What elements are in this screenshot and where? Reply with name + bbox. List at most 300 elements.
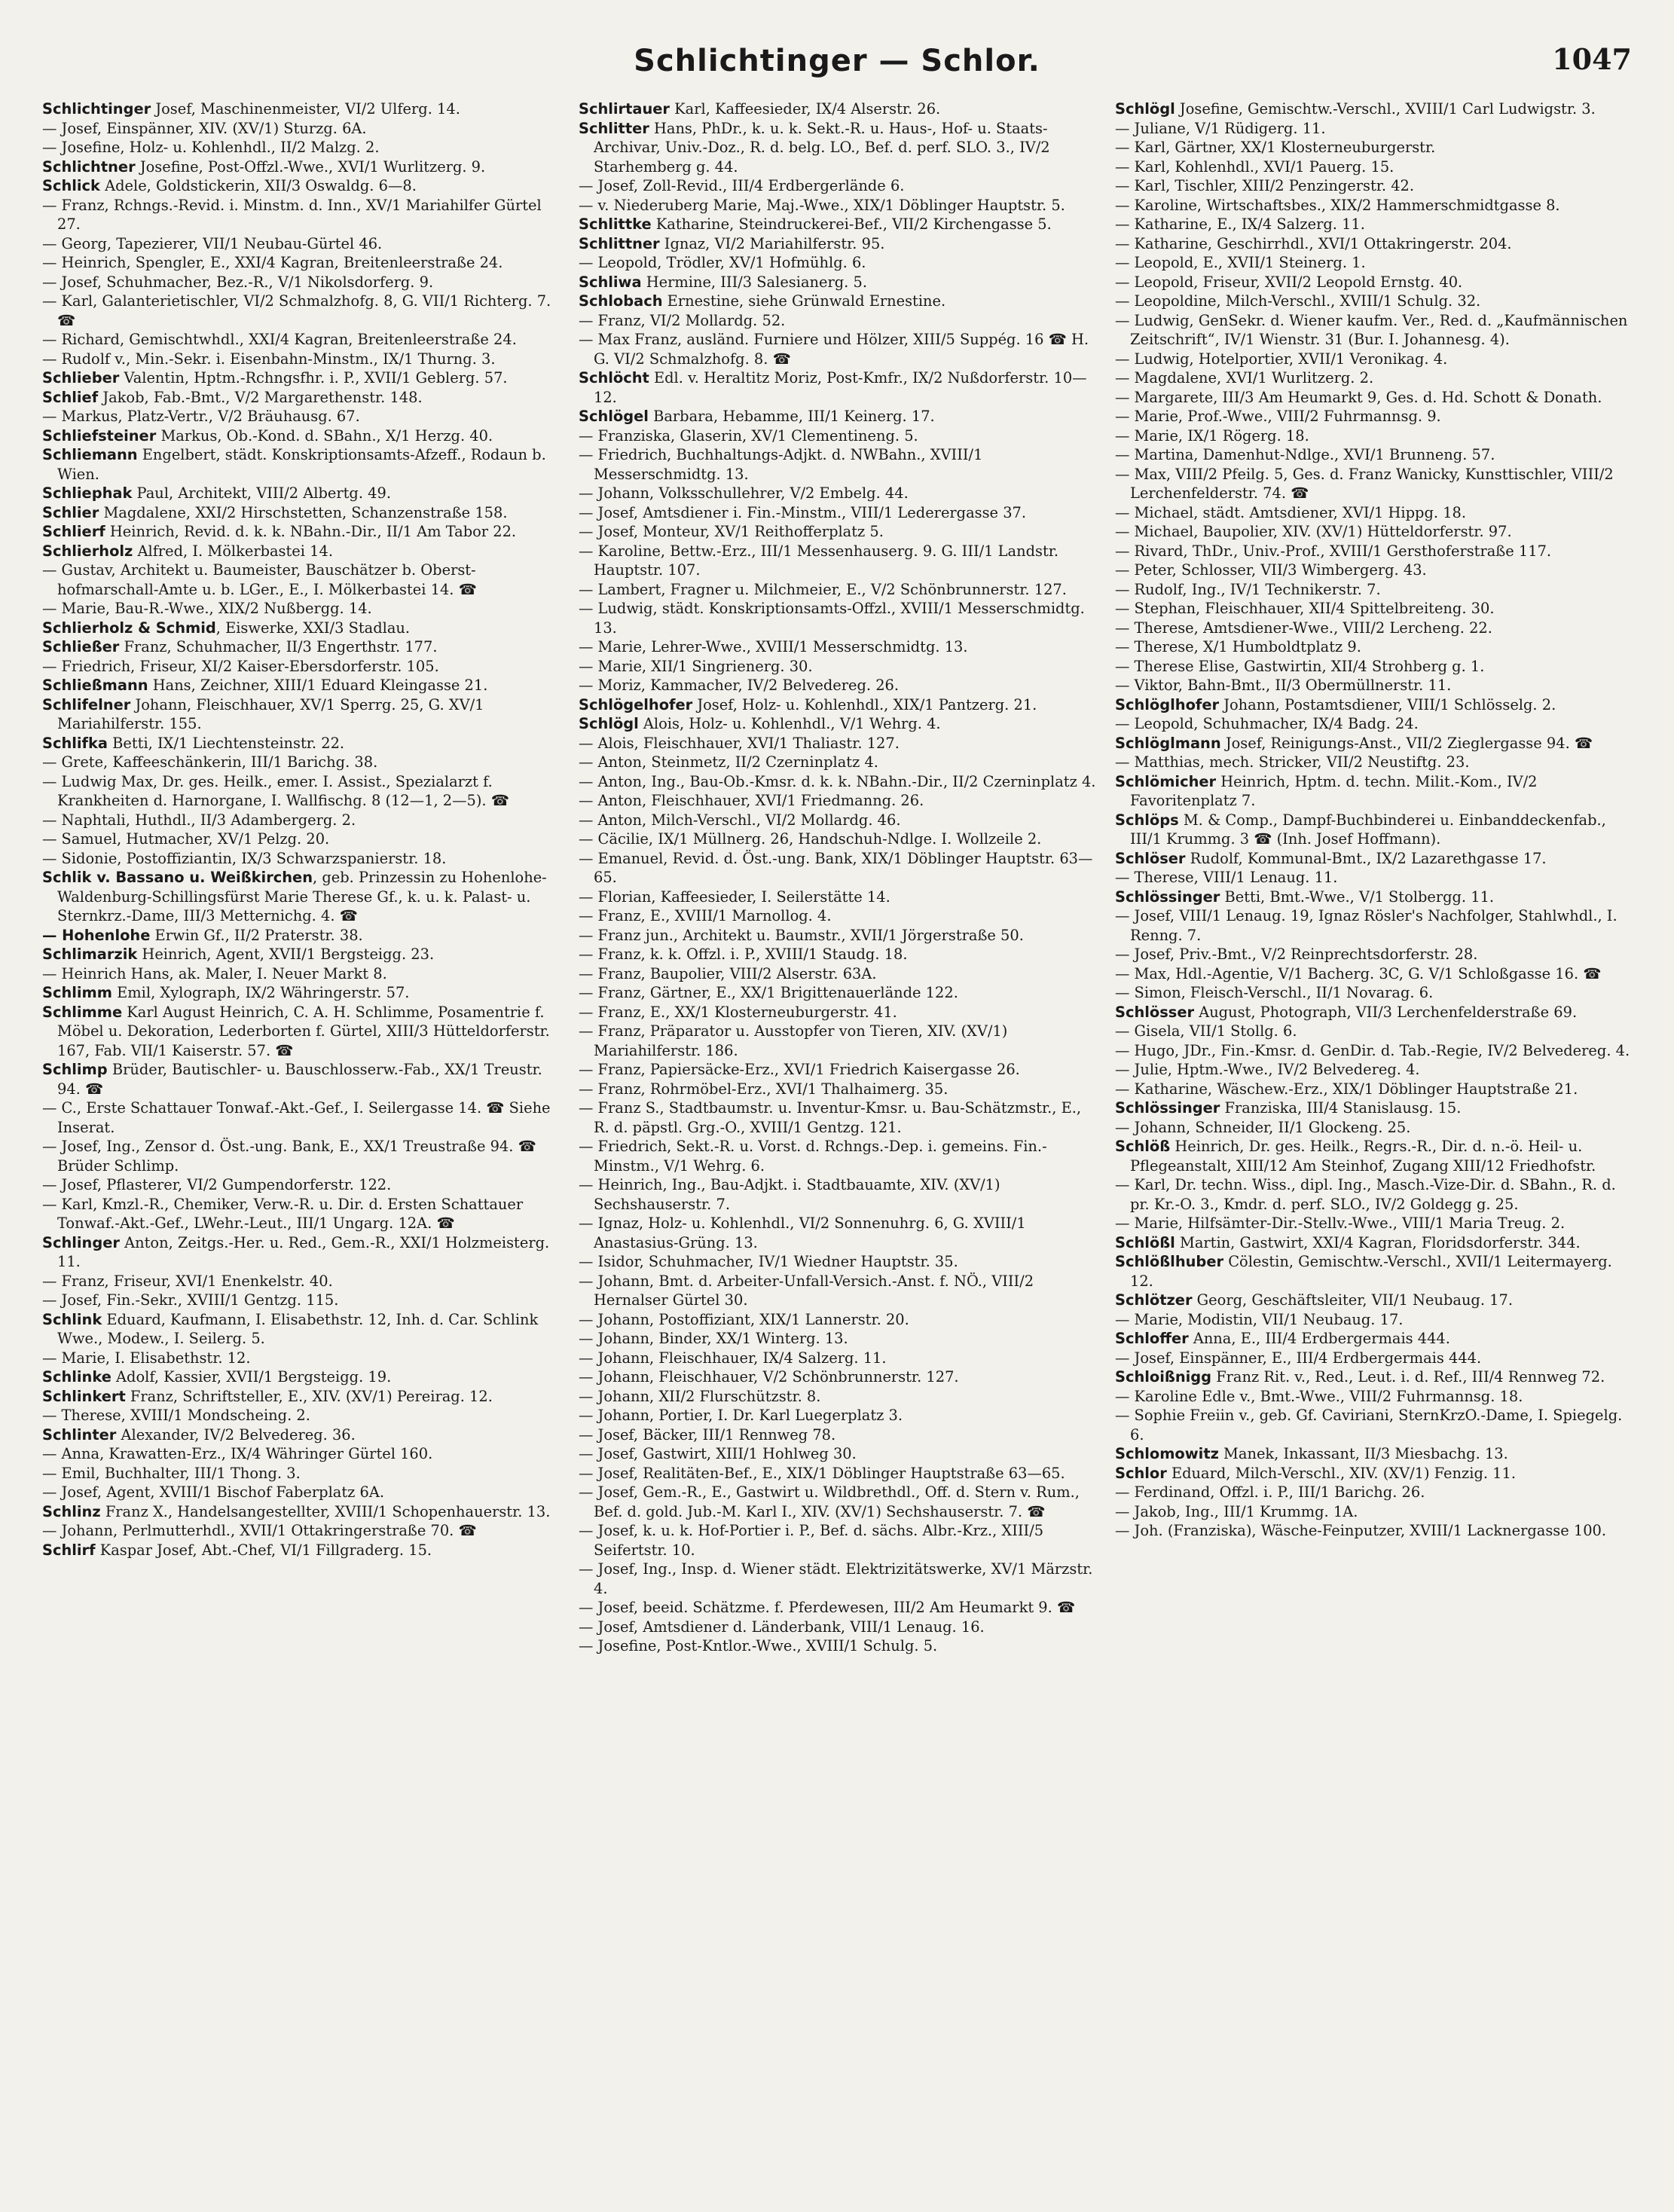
entry-surname: Schlöß — [1115, 1138, 1171, 1155]
entry-details: — Johann, Fleischhauer, IX/4 Salzerg. 11. — [579, 1349, 887, 1367]
directory-entry — [579, 945, 1097, 964]
directory-entry — [42, 753, 561, 772]
directory-entry — [579, 926, 1097, 946]
directory-entry — [1115, 1310, 1633, 1330]
directory-entry — [579, 734, 1097, 753]
directory-entry — [1115, 945, 1633, 964]
directory-entry — [579, 196, 1097, 215]
directory-entry — [579, 1483, 1097, 1521]
entry-surname: Schlögel — [579, 408, 649, 425]
directory-entry — [579, 637, 1097, 657]
directory-entry — [1115, 1387, 1633, 1407]
entry-details: — Karl, Dr. techn. Wiss., dipl. Ing., Masch.-Vize-Dir. d. SBahn., R. d. pr. Kr.-O. 3., Kmdr. d. perf. SLO., IV/2 Goldegg g. 25. — [1115, 1176, 1616, 1213]
entry-details: Hans, Zeichner, XIII/1 Eduard Kleingasse 21. — [148, 677, 488, 694]
entry-details: — Friedrich, Sekt.-R. u. Vorst. d. Rchngs.-Dep. i. gemeins. Fin.-Minstm., V/1 Wehrg. 6. — [579, 1138, 1047, 1175]
directory-entry — [1115, 1098, 1633, 1118]
entry-details: — Julie, Hptm.-Wwe., IV/2 Belvedereg. 4. — [1115, 1061, 1420, 1078]
directory-entry — [1115, 1291, 1633, 1310]
directory-entry — [42, 1464, 561, 1483]
directory-entry — [42, 176, 561, 196]
directory-entry — [579, 906, 1097, 926]
directory-entry — [42, 388, 561, 408]
entry-details: — Marie, Prof.-Wwe., VIII/2 Fuhrmannsg. 9. — [1115, 408, 1441, 425]
entry-details: — Rudolf v., Min.-Sekr. i. Eisenbahn-Minstm., IX/1 Thurng. 3. — [42, 350, 496, 368]
entry-details: — Matthias, mech. Stricker, VII/2 Neustiftg. 23. — [1115, 753, 1470, 771]
entry-details: — Gisela, VII/1 Stollg. 6. — [1115, 1022, 1297, 1040]
directory-entry — [579, 1003, 1097, 1022]
entry-surname: Schlösser — [1115, 1003, 1195, 1021]
entry-surname: Schlötzer — [1115, 1291, 1193, 1309]
entry-details: — Josef, k. u. k. Hof-Portier i. P., Bef. d. sächs. Albr.-Krz., XIII/5 Seifertstr. 10. — [579, 1522, 1044, 1559]
entry-details: — Therese, X/1 Humboldtplatz 9. — [1115, 638, 1361, 655]
entry-details: Franz, Schriftsteller, E., XIV. (XV/1) Pereirag. 12. — [125, 1387, 493, 1405]
directory-entry — [579, 311, 1097, 331]
entry-details: — Franz, VI/2 Mollardg. 52. — [579, 311, 786, 329]
entry-details: Heinrich, Revid. d. k. k. NBahn.-Dir., II/1 Am Tabor 22. — [105, 523, 517, 540]
entry-details: Betti, IX/1 Liechtensteinstr. 22. — [107, 734, 345, 752]
directory-entry — [42, 292, 561, 330]
entry-details: — C., Erste Schattauer Tonwaf.-Akt.-Gef., I. Seilergasse 14. ☎ Siehe Inserat. — [42, 1099, 551, 1136]
entry-surname: Schlinkert — [42, 1387, 126, 1405]
directory-entry — [42, 1137, 561, 1175]
entry-details: Alois, Holz- u. Kohlenhdl., V/1 Wehrg. 4. — [638, 715, 941, 732]
directory-entry — [1115, 580, 1633, 600]
directory-entry — [579, 119, 1097, 177]
directory-entry — [1115, 407, 1633, 426]
directory-entry — [42, 1502, 561, 1522]
entry-surname: Schlöcht — [579, 369, 649, 386]
directory-entry — [1115, 1252, 1633, 1291]
entry-surname: Schloffer — [1115, 1330, 1189, 1347]
entry-details: August, Photograph, VII/3 Lerchenfelderstraße 69. — [1194, 1003, 1578, 1021]
entry-details: — Cäcilie, IX/1 Müllnerg. 26, Handschuh-Ndlge. I. Wollzeile 2. — [579, 830, 1042, 848]
entry-details: M. & Comp., Dampf-Buchbinderei u. Einbanddeckenfab., III/1 Krummg. 3 ☎ (Inh. Josef Hoffmann). — [1130, 811, 1606, 848]
directory-entry — [42, 964, 561, 984]
directory-entry — [579, 1387, 1097, 1407]
directory-entry — [579, 542, 1097, 580]
directory-entry — [42, 1098, 561, 1137]
entry-details: — Sidonie, Postoffiziantin, IX/3 Schwarzspanierstr. 18. — [42, 849, 447, 867]
entry-surname: Schlier — [42, 503, 99, 521]
entry-details: Adele, Goldstickerin, XII/3 Oswaldg. 6—8. — [99, 177, 417, 194]
directory-entry — [1115, 368, 1633, 388]
entry-details: — Therese, VIII/1 Lenaug. 11. — [1115, 869, 1338, 886]
directory-entry — [579, 714, 1097, 734]
directory-entry — [1115, 1349, 1633, 1368]
directory-entry — [1115, 772, 1633, 811]
entry-details: — Juliane, V/1 Rüdigerg. 11. — [1115, 119, 1326, 137]
entry-details: Cölestin, Gemischtw.-Verschl., XVII/1 Leitermayerg. 12. — [1130, 1253, 1612, 1290]
entry-details: — Markus, Platz-Vertr., V/2 Bräuhausg. 67. — [42, 408, 360, 425]
entry-details: — Sophie Freiin v., geb. Gf. Caviriani, SternKrzO.-Dame, I. Spiegelg. 6. — [1115, 1407, 1623, 1444]
directory-entry — [1115, 983, 1633, 1003]
entry-details: Franz X., Handelsangestellter, XVIII/1 Schopenhauerstr. 13. — [100, 1502, 551, 1520]
entry-surname: Schliefsteiner — [42, 426, 157, 445]
directory-entry — [42, 1521, 561, 1541]
entry-details: — Marie, XII/1 Singrienerg. 30. — [579, 657, 813, 675]
entry-details: Eduard, Milch-Verschl., XIV. (XV/1) Fenzig. 11. — [1166, 1464, 1517, 1482]
directory-entry — [579, 1022, 1097, 1060]
entry-details: — Isidor, Schuhmacher, IV/1 Wiedner Hauptstr. 35. — [579, 1253, 958, 1270]
entry-details: — Ignaz, Holz- u. Kohlenhdl., VI/2 Sonnenuhrg. 6, G. XVIII/1 Anastasius-Grüng. 13. — [579, 1214, 1026, 1251]
entry-details: — Anna, Krawatten-Erz., IX/4 Währinger Gürtel 160. — [42, 1445, 433, 1462]
directory-entry — [579, 599, 1097, 637]
entry-details: Valentin, Hptm.-Rchngsfhr. i. P., XVII/1 Geblerg. 57. — [119, 369, 508, 386]
entry-details: — Josef, Gem.-R., E., Gastwirt u. Wildbrethdl., Off. d. Stern v. Rum., Bef. d. gold. Jub.-M. Karl I., XIV. (XV/1) Sechshauserstr. 7. ☎ — [579, 1483, 1080, 1520]
entry-surname: Schlierholz — [42, 542, 133, 560]
directory-entry — [1115, 599, 1633, 619]
directory-entry — [42, 657, 561, 677]
directory-entry — [1115, 734, 1633, 753]
entry-details: — Franz, Baupolier, VIII/2 Alserstr. 63A. — [579, 964, 877, 982]
directory-entry — [579, 484, 1097, 503]
directory-entry — [579, 1060, 1097, 1080]
entry-surname: Schlierholz & Schmid — [42, 619, 216, 637]
entry-surname: Schlimp — [42, 1061, 108, 1078]
directory-entry — [1115, 253, 1633, 273]
entry-details: — Karl, Galanterietischler, VI/2 Schmalzhofg. 8, G. VII/1 Richterg. 7. ☎ — [42, 292, 551, 329]
entry-details: Eduard, Kaufmann, I. Elisabethstr. 12, Inh. d. Car. Schlink Wwe., Modew., I. Seilerg. 5. — [57, 1310, 539, 1347]
directory-entry — [42, 868, 561, 926]
entry-details: — Franz jun., Architekt u. Baumstr., XVII/1 Jörgerstraße 50. — [579, 926, 1024, 944]
directory-entry — [42, 1195, 561, 1233]
entry-details: — Heinrich, Ing., Bau-Adjkt. i. Stadtbauamte, XIV. (XV/1) Sechshauserstr. 7. — [579, 1176, 1000, 1213]
entry-details: — Josef, Monteur, XV/1 Reithofferplatz 5. — [579, 523, 884, 540]
entry-details: — Johann, Fleischhauer, V/2 Schönbrunnerstr. 127. — [579, 1368, 959, 1386]
directory-entry — [42, 368, 561, 388]
entry-details: — Johann, Volksschullehrer, V/2 Embelg. 44. — [579, 484, 909, 502]
entry-details: — Josef, Realitäten-Bef., E., XIX/1 Döblinger Hauptstraße 63—65. — [579, 1464, 1065, 1482]
entry-details: — Marie, Hilfsämter-Dir.-Stellv.-Wwe., VIII/1 Maria Treug. 2. — [1115, 1214, 1566, 1232]
directory-entry — [1115, 542, 1633, 561]
entry-details: — Franz, E., XVIII/1 Marnollog. 4. — [579, 907, 832, 924]
entry-surname: Schlik v. Bassano u. Weißkirchen — [42, 869, 313, 886]
entry-surname: Schlinke — [42, 1368, 111, 1386]
entry-surname: Schlöglhofer — [1115, 695, 1220, 713]
entry-details: Manek, Inkassant, II/3 Miesbachg. 13. — [1218, 1445, 1508, 1462]
entry-details: — Marie, Modistin, VII/1 Neubaug. 17. — [1115, 1310, 1404, 1328]
entry-surname: Schlößlhuber — [1115, 1253, 1224, 1270]
entry-surname: Schloißnigg — [1115, 1368, 1212, 1386]
entry-details: Barbara, Hebamme, III/1 Keinerg. 17. — [648, 408, 935, 425]
entry-details: Ernestine, siehe Grünwald Ernestine. — [662, 292, 946, 310]
directory-entry — [42, 1060, 561, 1098]
column-3 — [1115, 99, 1633, 2186]
entry-surname: Schlögl — [1115, 100, 1175, 118]
entry-details: — Leopold, E., XVII/1 Steinerg. 1. — [1115, 254, 1366, 271]
directory-entry — [42, 1349, 561, 1368]
entry-surname: Schlor — [1115, 1464, 1167, 1482]
directory-entry — [579, 176, 1097, 196]
entry-details: — Anton, Milch-Verschl., VI/2 Mollardg. 46. — [579, 811, 901, 829]
directory-entry — [579, 407, 1097, 426]
entry-details: — Michael, Baupolier, XIV. (XV/1) Hütteldorferstr. 97. — [1115, 523, 1512, 540]
directory-entry — [1115, 1118, 1633, 1138]
entry-details: — Josef, Einspänner, E., III/4 Erdbergermais 444. — [1115, 1349, 1482, 1367]
entry-details: — Marie, Lehrer-Wwe., XVIII/1 Messerschmidtg. 13. — [579, 638, 968, 655]
entry-surname: Schlößl — [1115, 1233, 1175, 1251]
directory-entry — [1115, 657, 1633, 677]
directory-entry — [42, 119, 561, 139]
directory-entry — [1115, 695, 1633, 715]
directory-entry — [1115, 1233, 1633, 1253]
entry-details: — Simon, Fleisch-Verschl., II/1 Novarag. 6. — [1115, 984, 1434, 1001]
directory-entry — [42, 637, 561, 657]
entry-details: — Katharine, E., IX/4 Salzerg. 11. — [1115, 215, 1365, 233]
directory-entry — [1115, 561, 1633, 580]
entry-details: — Leopoldine, Milch-Verschl., XVIII/1 Schulg. 32. — [1115, 292, 1481, 310]
entry-details: Karl, Kaffeesieder, IX/4 Alserstr. 26. — [670, 100, 941, 118]
directory-entry — [42, 407, 561, 426]
directory-entry — [579, 1464, 1097, 1483]
directory-entry — [42, 945, 561, 964]
directory-entry — [579, 1636, 1097, 1656]
directory-entry — [42, 983, 561, 1003]
directory-entry — [1115, 1367, 1633, 1387]
directory-entry — [579, 522, 1097, 542]
entry-details: — Josef, Zoll-Revid., III/4 Erdbergerlände 6. — [579, 177, 905, 194]
directory-entry — [42, 676, 561, 695]
entry-details: Ignaz, VI/2 Mariahilferstr. 95. — [659, 234, 885, 252]
entry-details: Josef, Holz- u. Kohlenhdl., XIX/1 Pantzerg. 21. — [692, 695, 1037, 713]
entry-surname: — Hohenlohe — [42, 926, 151, 944]
directory-entry — [1115, 311, 1633, 350]
directory-entry — [1115, 426, 1633, 446]
directory-entry — [42, 445, 561, 484]
directory-entry — [1115, 196, 1633, 215]
entry-surname: Schlögl — [579, 715, 639, 732]
entry-surname: Schlichtner — [42, 157, 136, 176]
directory-entry — [1115, 1444, 1633, 1464]
entry-details: — Karl, Kohlenhdl., XVI/1 Pauerg. 15. — [1115, 157, 1394, 176]
entry-details: — Karoline, Bettw.-Erz., III/1 Messenhauserg. 9. G. III/1 Landstr. Hauptstr. 107. — [579, 542, 1059, 579]
entry-details: — Max, VIII/2 Pfeilg. 5, Ges. d. Franz Wanicky, Kunsttischler, VIII/2 Lerchenfelderstr. 74. ☎ — [1115, 465, 1614, 502]
entry-details: Alexander, IV/2 Belvedereg. 36. — [116, 1425, 356, 1444]
directory-entry — [42, 849, 561, 869]
entry-details: — Josefine, Holz- u. Kohlenhdl., II/2 Malzg. 2. — [42, 139, 380, 156]
directory-entry — [1115, 906, 1633, 945]
directory-entry — [1115, 811, 1633, 849]
entry-details: — Ludwig, GenSekr. d. Wiener kaufm. Ver., Red. d. „Kaufmännischen Zeitschrift“, IV/1 Wienstr. 31 (Bur. I. Johannesg. 4). — [1115, 311, 1628, 348]
entry-details: — Martina, Damenhut-Ndlge., XVI/1 Brunneng. 57. — [1115, 446, 1495, 463]
directory-entry — [579, 426, 1097, 446]
entry-details: — Franz, Rchngs.-Revid. i. Minstm. d. Inn., XV/1 Mariahilfer Gürtel 27. — [42, 196, 542, 233]
directory-entry — [579, 888, 1097, 907]
entry-surname: Schlöser — [1115, 849, 1186, 867]
entry-surname: Schlittke — [579, 215, 652, 233]
entry-details: — Karl, Tischler, XIII/2 Penzingerstr. 42. — [1115, 177, 1415, 194]
entry-details: — Josef, VIII/1 Lenaug. 19, Ignaz Rösler's Nachfolger, Stahlwhdl., I. Renng. 7. — [1115, 907, 1617, 944]
directory-entry — [42, 522, 561, 542]
directory-entry — [579, 791, 1097, 811]
entry-details: — Franz, Präparator u. Ausstopfer von Tieren, XIV. (XV/1) Mariahilferstr. 186. — [579, 1022, 1008, 1059]
directory-entry — [1115, 138, 1633, 157]
entry-surname: Schliwa — [579, 273, 642, 291]
entry-details: — Johann, Postoffiziant, XIX/1 Lannerstr. 20. — [579, 1310, 909, 1328]
entry-surname: Schlöglmann — [1115, 734, 1221, 752]
directory-entry — [579, 657, 1097, 677]
directory-entry — [1115, 350, 1633, 369]
entry-details: — Leopold, Friseur, XVII/2 Leopold Ernstg. 40. — [1115, 273, 1463, 291]
running-head: Schlichtinger — Schlor. — [634, 44, 1040, 78]
entry-details: — Magdalene, XVI/1 Wurlitzerg. 2. — [1115, 369, 1374, 386]
entry-details: — Marie, IX/1 Rögerg. 18. — [1115, 426, 1309, 445]
column-1 — [42, 99, 561, 2186]
entry-details: — Gustav, Architekt u. Baumeister, Bauschätzer b. Oberst-hofmarschall-Amte u. b. LGer., E., I. Mölkerbastei 14. ☎ — [42, 561, 477, 598]
directory-entry — [1115, 176, 1633, 196]
entry-details: — Josef, Einspänner, XIV. (XV/1) Sturzg. 6A. — [42, 119, 367, 137]
entry-surname: Schlössinger — [1115, 888, 1220, 906]
directory-entry — [579, 964, 1097, 984]
entry-details: — Franz, k. k. Offzl. i. P., XVIII/1 Staudg. 18. — [579, 946, 908, 963]
entry-details: Kaspar Josef, Abt.-Chef, VI/1 Fillgraderg. 15. — [95, 1541, 432, 1559]
directory-entry — [1115, 1137, 1633, 1175]
entry-details: Engelbert, städt. Konskriptionsamts-Afzeff., Rodaun b. Wien. — [57, 446, 546, 483]
entry-details: Franziska, III/4 Stanislausg. 15. — [1220, 1099, 1462, 1117]
entry-details: — Johann, Schneider, II/1 Glockeng. 25. — [1115, 1118, 1411, 1136]
entry-details: — Leopold, Schuhmacher, IX/4 Badg. 24. — [1115, 715, 1419, 732]
directory-entry — [1115, 1483, 1633, 1502]
directory-entry — [42, 734, 561, 753]
entry-surname: Schlittner — [579, 234, 660, 252]
directory-entry — [579, 292, 1097, 311]
directory-entry — [579, 753, 1097, 772]
directory-entry — [42, 273, 561, 292]
directory-entry — [42, 811, 561, 830]
directory-entry — [1115, 676, 1633, 695]
entry-details: Anton, Zeitgs.-Her. u. Red., Gem.-R., XXI/1 Holzmeisterg. 11. — [57, 1233, 550, 1270]
entry-details: — Leopold, Trödler, XV/1 Hofmühlg. 6. — [579, 254, 866, 271]
directory-entry — [42, 619, 561, 638]
directory-entry — [42, 350, 561, 369]
entry-details: — Heinrich Hans, ak. Maler, I. Neuer Markt 8. — [42, 964, 387, 982]
directory-entry — [1115, 1003, 1633, 1022]
directory-entry — [579, 1329, 1097, 1349]
entry-details: — Rudolf, Ing., IV/1 Technikerstr. 7. — [1115, 580, 1381, 598]
entry-details: — Rivard, ThDr., Univ.-Prof., XVIII/1 Gersthoferstraße 117. — [1115, 542, 1552, 560]
directory-entry — [1115, 849, 1633, 869]
entry-details: — Ferdinand, Offzl. i. P., III/1 Barichg. 26. — [1115, 1483, 1425, 1501]
entry-details: Jakob, Fab.-Bmt., V/2 Margarethenstr. 148. — [98, 388, 423, 406]
entry-surname: Schlomowitz — [1115, 1445, 1219, 1462]
directory-entry — [1115, 157, 1633, 177]
entry-details: Johann, Fleischhauer, XV/1 Sperrg. 25, G. XV/1 Mariahilferstr. 155. — [57, 695, 484, 732]
entry-details: Betti, Bmt.-Wwe., V/1 Stolbergg. 11. — [1220, 888, 1495, 906]
entry-details: — Karoline, Wirtschaftsbes., XIX/2 Hammerschmidtgasse 8. — [1115, 196, 1560, 214]
directory-entry — [42, 561, 561, 599]
entry-details: — Josefine, Post-Kntlor.-Wwe., XVIII/1 Schulg. 5. — [579, 1637, 938, 1654]
entry-details: Paul, Architekt, VIII/2 Albertg. 49. — [132, 484, 391, 502]
directory-entry — [579, 580, 1097, 600]
entry-details: Martin, Gastwirt, XXI/4 Kagran, Floridsdorferstr. 344. — [1175, 1233, 1581, 1251]
entry-details: Markus, Ob.-Kond. d. SBahn., X/1 Herzg. 40. — [156, 426, 493, 445]
entry-surname: Schlinter — [42, 1425, 117, 1444]
entry-details: — Alois, Fleischhauer, XVI/1 Thaliastr. 127. — [579, 734, 900, 752]
entry-details: — Josef, Agent, XVIII/1 Bischof Faberplatz 6A. — [42, 1483, 385, 1501]
entry-details: — Josef, beeid. Schätzme. f. Pferdewesen, III/2 Am Heumarkt 9. ☎ — [579, 1599, 1076, 1616]
entry-details: Edl. v. Heraltitz Moriz, Post-Kmfr., IX/2 Nußdorferstr. 10—12. — [594, 369, 1087, 406]
entry-details: — Ludwig, Hotelportier, XVII/1 Veronikag. 4. — [1115, 350, 1448, 368]
entry-details: — Anton, Ing., Bau-Ob.-Kmsr. d. k. k. NBahn.-Dir., II/2 Czerninplatz 4. — [579, 772, 1096, 790]
directory-entry — [579, 99, 1097, 119]
directory-columns — [42, 99, 1633, 2186]
directory-entry — [579, 1598, 1097, 1618]
directory-entry — [42, 484, 561, 503]
entry-surname: Schließmann — [42, 677, 148, 694]
entry-details: — Stephan, Fleischhauer, XII/4 Spittelbreiteng. 30. — [1115, 600, 1495, 617]
directory-entry — [579, 1214, 1097, 1252]
entry-details: Johann, Postamtsdiener, VIII/1 Schlösselg. 2. — [1219, 695, 1556, 713]
entry-surname: Schlierf — [42, 523, 105, 540]
entry-surname: Schlifka — [42, 734, 108, 752]
entry-surname: Schlifelner — [42, 695, 131, 713]
entry-details: — Friedrich, Buchhaltungs-Adjkt. d. NWBahn., XVIII/1 Messerschmidtg. 13. — [579, 446, 983, 483]
entry-details: — Georg, Tapezierer, VII/1 Neubau-Gürtel 46. — [42, 234, 383, 252]
entry-details: — Josef, Pflasterer, VI/2 Gumpendorferstr. 122. — [42, 1176, 392, 1193]
entry-details: — Friedrich, Friseur, XI/2 Kaiser-Ebersdorferstr. 105. — [42, 657, 439, 675]
directory-entry — [579, 1367, 1097, 1387]
directory-entry — [579, 503, 1097, 523]
entry-details: — Max, Hdl.-Agentie, V/1 Bacherg. 3C, G. V/1 Schloßgasse 16. ☎ — [1115, 964, 1602, 982]
entry-details: — v. Niederuberg Marie, Maj.-Wwe., XIX/1 Döblinger Hauptstr. 5. — [579, 196, 1065, 214]
entry-surname: Schlink — [42, 1310, 102, 1328]
entry-surname: Schlössinger — [1115, 1099, 1220, 1117]
directory-entry — [579, 1521, 1097, 1560]
entry-details: — Anton, Fleischhauer, XVI/1 Friedmanng. 26. — [579, 792, 924, 809]
directory-entry — [42, 234, 561, 254]
directory-entry — [42, 926, 561, 946]
entry-details: Erwin Gf., II/2 Praterstr. 38. — [150, 926, 363, 944]
entry-details: — Ludwig Max, Dr. ges. Heilk., emer. I. Assist., Spezialarzt f. Krankheiten d. Harnorgane, I. Wallfischg. 8 (12—1, 2—5). ☎ — [42, 772, 509, 809]
directory-entry — [42, 1233, 561, 1272]
directory-entry — [1115, 1060, 1633, 1080]
directory-entry — [1115, 273, 1633, 292]
directory-entry — [1115, 465, 1633, 503]
directory-entry — [1115, 714, 1633, 734]
entry-details: Josefine, Post-Offzl.-Wwe., XVI/1 Wurlitzerg. 9. — [135, 157, 486, 176]
entry-details: — Johann, XII/2 Flurschützstr. 8. — [579, 1387, 821, 1405]
entry-details: — Lambert, Fragner u. Milchmeier, E., V/2 Schönbrunnerstr. 127. — [579, 580, 1067, 598]
directory-entry — [42, 772, 561, 811]
directory-entry — [1115, 1521, 1633, 1541]
entry-details: Hans, PhDr., k. u. k. Sekt.-R. u. Haus-, Hof- u. Staats-Archivar, Univ.-Doz., R. d. belg. LO., Bef. d. perf. SLO. 3., IV/2 Starhemberg g. 44. — [594, 119, 1050, 176]
entry-details: — Joh. (Franziska), Wäsche-Feinputzer, XVIII/1 Lacknergasse 100. — [1115, 1522, 1607, 1539]
entry-surname: Schließer — [42, 638, 120, 655]
entry-details: — Therese Elise, Gastwirtin, XII/4 Strohberg g. 1. — [1115, 657, 1485, 675]
directory-entry — [42, 157, 561, 177]
entry-details: — Samuel, Hutmacher, XV/1 Pelzg. 20. — [42, 830, 330, 848]
directory-entry — [42, 1310, 561, 1349]
entry-details: — Franz, Gärtner, E., XX/1 Brigittenauerlände 122. — [579, 984, 958, 1001]
entry-details: — Max Franz, ausländ. Furniere und Hölzer, XIII/5 Suppég. 16 ☎ H. G. VI/2 Schmalzhofg. 8. ☎ — [579, 331, 1089, 368]
entry-surname: Schliephak — [42, 484, 133, 502]
directory-entry — [1115, 868, 1633, 888]
directory-entry — [579, 1406, 1097, 1425]
directory-entry — [1115, 1175, 1633, 1214]
entry-surname: Schlirtauer — [579, 100, 670, 118]
directory-entry — [579, 1137, 1097, 1175]
entry-details: — Heinrich, Spengler, E., XXI/4 Kagran, Breitenleerstraße 24. — [42, 254, 503, 271]
directory-entry — [579, 1098, 1097, 1137]
directory-entry — [579, 253, 1097, 273]
entry-surname: Schlief — [42, 388, 99, 406]
entry-surname: Schlögelhofer — [579, 695, 693, 713]
directory-entry — [1115, 753, 1633, 772]
directory-entry — [1115, 522, 1633, 542]
directory-entry — [579, 1252, 1097, 1272]
entry-details: — Franz S., Stadtbaumstr. u. Inventur-Kmsr. u. Bau-Schätzmstr., E., R. d. päpstl. Grg.-O., XVIII/1 Gentzg. 121. — [579, 1099, 1082, 1136]
directory-entry — [1115, 215, 1633, 234]
